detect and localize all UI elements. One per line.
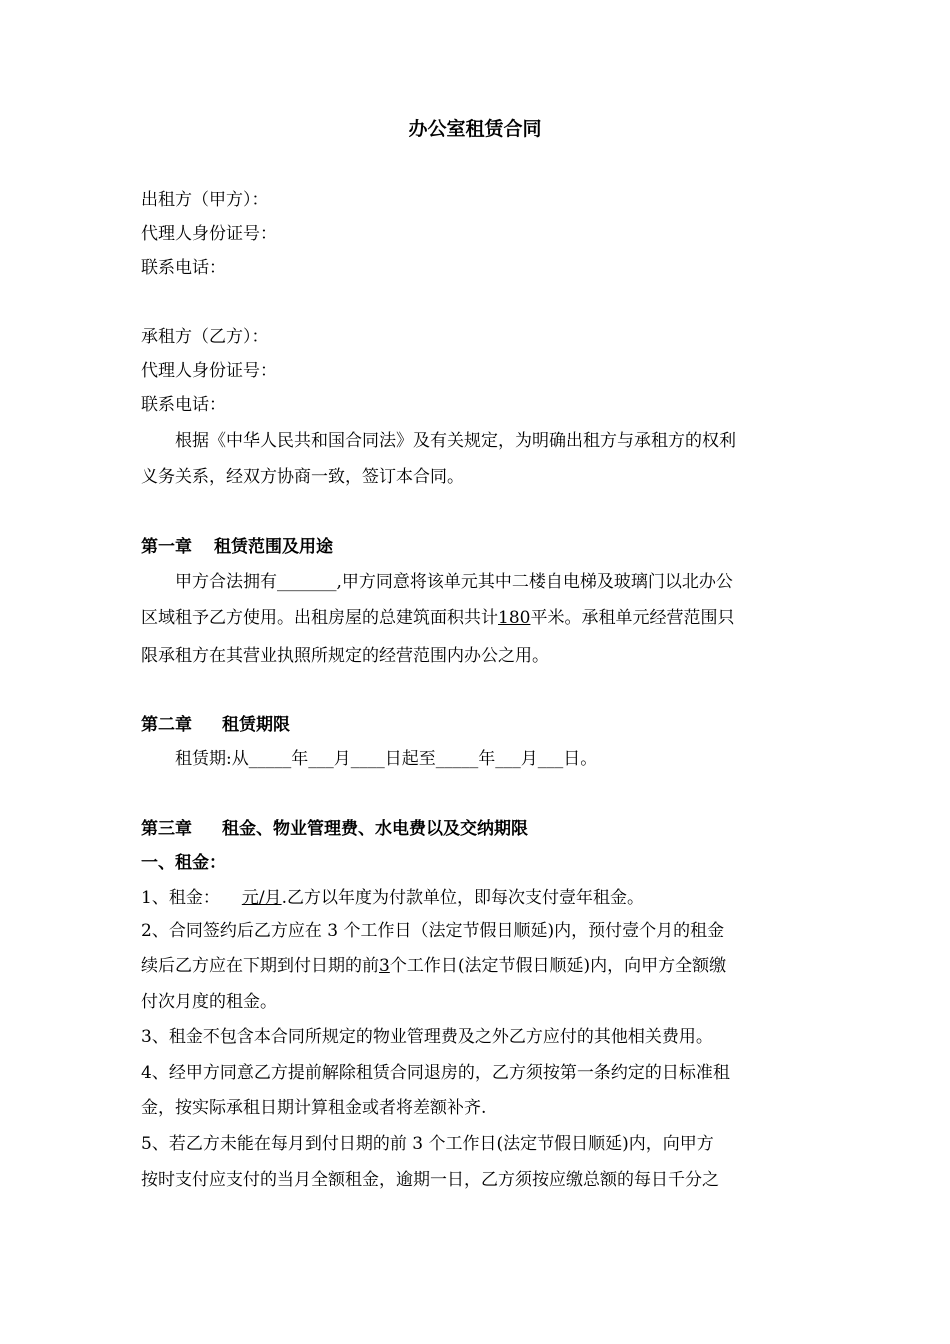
- chapter1-title: 租赁范围及用途: [214, 537, 333, 557]
- chapter1-line-3: 限承租方在其营业执照所规定的经营范围内办公之用。: [141, 646, 549, 666]
- section-rent-heading: 一、租金：: [141, 853, 226, 873]
- rent-item-3: 3、租金不包含本合同所规定的物业管理费及之外乙方应付的其他相关费用。: [141, 1027, 713, 1047]
- rent-item-2-line-3: 付次月度的租金。: [141, 992, 277, 1012]
- chapter2-heading: [141, 714, 811, 736]
- area-value: 180: [498, 608, 531, 628]
- chapter1-line-2: [141, 607, 811, 629]
- chapter1-heading: [141, 536, 811, 558]
- lessee-party-label: 承租方（乙方）：: [141, 327, 269, 347]
- lessor-phone-label: 联系电话：: [141, 258, 226, 278]
- chapter1-line1-text-a: 甲方合法拥有: [175, 572, 277, 592]
- lessor-agent-id-label: 代理人身份证号：: [141, 224, 277, 244]
- lessee-phone-label: 联系电话：: [141, 395, 226, 415]
- rent-item-2-line-2: [141, 955, 811, 977]
- chapter1-number: 第一章: [141, 537, 192, 557]
- chapter2-number: 第二章: [141, 715, 192, 735]
- chapter1-line2-text-a: 区域租予乙方使用。出租房屋的总建筑面积共计: [141, 608, 498, 628]
- rent-item2-text-b: 个工作日(法定节假日顺延)内，向甲方全额缴: [389, 956, 727, 976]
- lease-term-line: 租赁期:从_____年___月____日起至_____年___月___日。: [175, 749, 598, 769]
- chapter2-title: 租赁期限: [222, 715, 290, 735]
- chapter1-line1-text-b: ,甲方同意将该单元其中二楼自电梯及玻璃门以北办公: [336, 572, 733, 592]
- document-title: 办公室租赁合同: [408, 118, 542, 140]
- rent-item1-label: 1、租金：: [141, 888, 220, 908]
- chapter1-line-1: [175, 571, 811, 593]
- preamble-line-2: 义务关系，经双方协商一致，签订本合同。: [141, 467, 464, 487]
- rent-item-4-line-1: 4、经甲方同意乙方提前解除租赁合同退房的，乙方须按第一条约定的日标准租: [141, 1063, 730, 1083]
- chapter1-line2-text-b: 平米。承租单元经营范围只: [530, 608, 735, 628]
- rent-days-value: 3: [379, 956, 390, 976]
- rent-item-2-line-1: 2、合同签约后乙方应在 3 个工作日（法定节假日顺延)内，预付壹个月的租金: [141, 921, 725, 941]
- lessee-agent-id-label: 代理人身份证号：: [141, 361, 277, 381]
- chapter3-title: 租金、物业管理费、水电费以及交纳期限: [222, 819, 528, 839]
- lessor-party-label: 出租方（甲方）：: [141, 190, 269, 210]
- rent-item-5-line-2: 按时支付应支付的当月全额租金，逾期一日，乙方须按应缴总额的每日千分之: [141, 1170, 719, 1190]
- chapter3-number: 第三章: [141, 819, 192, 839]
- rent-item-5-line-1: 5、若乙方未能在每月到付日期的前 3 个工作日(法定节假日顺延)内，向甲方: [141, 1134, 714, 1154]
- chapter3-heading: [141, 818, 811, 840]
- owner-blank: _______: [277, 572, 337, 592]
- preamble-line-1: 根据《中华人民共和国合同法》及有关规定，为明确出租方与承租方的权利: [175, 431, 736, 451]
- rent-item1-text: .乙方以年度为付款单位，即每次支付壹年租金。: [281, 888, 644, 908]
- rent-item2-text-a: 续后乙方应在下期到付日期的前: [141, 956, 379, 976]
- rent-item-4-line-2: 金，按实际承租日期计算租金或者将差额补齐.: [141, 1098, 487, 1118]
- rent-item-1: [141, 887, 811, 909]
- rent-unit: 元/月: [241, 888, 282, 908]
